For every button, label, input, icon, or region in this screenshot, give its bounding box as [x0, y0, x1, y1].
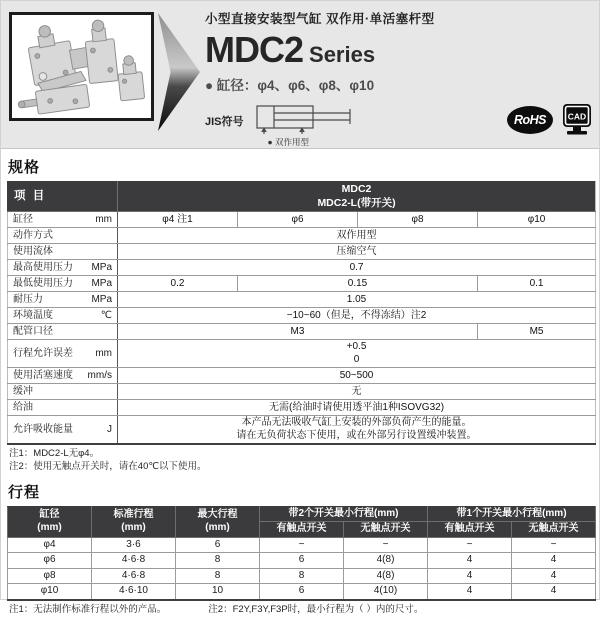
- stroke-value-cell: 4(8): [344, 568, 428, 584]
- spec-row: [8, 276, 596, 292]
- spec-header-item: 项 目: [8, 182, 118, 212]
- stroke-header-group-1switch: 带1个开关最小行程(mm): [428, 506, 596, 522]
- stroke-header-bore-l1: 缸径: [39, 509, 60, 521]
- spec-value-cell: φ4 注1: [118, 212, 238, 228]
- stroke-header-group-2switch: 带2个开关最小行程(mm): [260, 506, 428, 522]
- stroke-value-cell: 10: [176, 584, 260, 600]
- stroke-notes: [9, 604, 591, 617]
- stroke-row: [8, 537, 596, 553]
- spec-item-cell: [8, 228, 118, 244]
- spec-item-cell: [8, 212, 118, 228]
- spec-row: [8, 416, 596, 445]
- spec-row: [8, 292, 596, 308]
- spec-item-label: 缸径: [13, 213, 33, 225]
- spec-value-cell: −10~60（但是，不得冻结）注2: [118, 308, 596, 324]
- spec-row: [8, 384, 596, 400]
- stroke-value-cell: 4: [512, 584, 596, 600]
- stroke-subheader-solid-2: 无触点开关: [344, 522, 428, 538]
- stroke-row: [8, 553, 596, 569]
- stroke-value-cell: 4·6·8: [92, 568, 176, 584]
- cad-badge-label: CAD: [567, 111, 587, 122]
- spec-item-cell: [8, 324, 118, 340]
- stroke-value-cell: 6: [260, 584, 344, 600]
- spec-item-label: 给油: [13, 401, 33, 413]
- spec-item-label: 最高使用压力: [13, 261, 73, 273]
- spec-value-cell: M5: [478, 324, 596, 340]
- stroke-value-cell: 8: [260, 568, 344, 584]
- spec-table-body: [8, 212, 596, 445]
- spec-value-cell: 0.15: [238, 276, 478, 292]
- stroke-subheader-solid-1: 无触点开关: [512, 522, 596, 538]
- spec-item-unit: MPa: [91, 277, 112, 289]
- stroke-value-cell: 4: [428, 553, 512, 569]
- spec-value-cell: 双作用型: [118, 228, 596, 244]
- spec-header-row: [8, 182, 596, 212]
- stroke-heading: 行程: [8, 483, 41, 501]
- stroke-value-cell: 3·6: [92, 537, 176, 553]
- spec-value-cell: φ8: [358, 212, 478, 228]
- spec-value-cell: 无: [118, 384, 596, 400]
- spec-note-1: 注1：MDC2-L无φ4。: [9, 448, 100, 460]
- stroke-value-cell: 4(10): [344, 584, 428, 600]
- spec-value-cell: φ10: [478, 212, 596, 228]
- spec-item-cell: [8, 368, 118, 384]
- stroke-value-cell: 4(8): [344, 553, 428, 569]
- stroke-header-bore-l2: (mm): [37, 521, 62, 533]
- stroke-value-cell: −: [512, 537, 596, 553]
- spec-value-cell: 0.1: [478, 276, 596, 292]
- stroke-value-cell: 4·6·8: [92, 553, 176, 569]
- title-block: [205, 9, 515, 94]
- spec-row: [8, 212, 596, 228]
- spec-header-model-line2: MDC2-L(带开关): [317, 196, 396, 209]
- spec-value-cell: +0.5 0: [118, 340, 596, 368]
- stroke-row: [8, 584, 596, 600]
- compliance-badges: [507, 102, 593, 138]
- spec-item-unit: mm: [95, 213, 112, 225]
- spec-item-cell: [8, 276, 118, 292]
- stroke-subheader-reed-1: 有触点开关: [428, 522, 512, 538]
- spec-notes: [9, 448, 591, 474]
- spec-item-unit: mm/s: [87, 369, 112, 381]
- stroke-value-cell: φ10: [8, 584, 92, 600]
- stroke-row: [8, 568, 596, 584]
- stroke-value-cell: −: [260, 537, 344, 553]
- spec-item-cell: [8, 416, 118, 445]
- spec-item-cell: [8, 340, 118, 368]
- stroke-value-cell: 4: [512, 553, 596, 569]
- spec-item-label: 环境温度: [13, 309, 53, 321]
- stroke-value-cell: 6: [260, 553, 344, 569]
- rohs-badge: [507, 106, 553, 134]
- product-photo-frame: [9, 12, 154, 121]
- spec-item-cell: [8, 400, 118, 416]
- stroke-value-cell: 8: [176, 568, 260, 584]
- spec-item-unit: MPa: [91, 261, 112, 273]
- spec-value-cell: 0.7: [118, 260, 596, 276]
- product-subtitle: 小型直接安装型气缸 双作用·单活塞杆型: [205, 12, 435, 26]
- spec-item-unit: J: [107, 423, 112, 435]
- spec-value-cell: 本产品无法吸收气缸上安装的外部负荷产生的能量。 请在无负荷状态下使用，或在外部另行设置缓冲装置。: [118, 416, 596, 445]
- rohs-badge-label: RoHS: [513, 113, 547, 127]
- stroke-value-cell: φ4: [8, 537, 92, 553]
- stroke-header-max: [176, 506, 260, 537]
- spec-item-label: 最低使用压力: [13, 277, 73, 289]
- stroke-value-cell: 4: [428, 568, 512, 584]
- product-banner: [1, 1, 599, 149]
- banner-arrow-decoration: [158, 13, 200, 131]
- jis-symbol-caption: ● 双作用型: [267, 137, 310, 147]
- spec-row: [8, 400, 596, 416]
- spec-item-label: 耐压力: [13, 293, 43, 305]
- spec-row: [8, 308, 596, 324]
- jis-cylinder-symbol-drawing: [256, 105, 356, 135]
- spec-row: [8, 244, 596, 260]
- spec-item-cell: [8, 292, 118, 308]
- spec-item-label: 行程允许误差: [13, 347, 73, 359]
- stroke-header-max-l1: 最大行程: [197, 509, 238, 521]
- spec-row: [8, 260, 596, 276]
- stroke-table: [7, 506, 596, 601]
- spec-item-label: 缓冲: [13, 385, 33, 397]
- spec-value-cell: 1.05: [118, 292, 596, 308]
- spec-row: [8, 324, 596, 340]
- stroke-value-cell: −: [428, 537, 512, 553]
- stroke-value-cell: 4: [512, 568, 596, 584]
- series-name: MDC2: [205, 29, 304, 70]
- spec-value-cell: 0.2: [118, 276, 238, 292]
- stroke-header-standard: [92, 506, 176, 537]
- spec-heading: 规格: [8, 159, 41, 176]
- stroke-value-cell: 6: [176, 537, 260, 553]
- stroke-header-max-l2: (mm): [205, 521, 230, 533]
- spec-item-label: 允许吸收能量: [13, 423, 73, 435]
- spec-value-cell: 50~500: [118, 368, 596, 384]
- cylinders-photo-illustration: [12, 15, 151, 118]
- spec-table: [7, 181, 596, 445]
- spec-item-label: 使用流体: [13, 245, 53, 257]
- cad-badge: [561, 102, 593, 138]
- stroke-header-standard-l2: (mm): [121, 521, 146, 533]
- spec-value-cell: 压缩空气: [118, 244, 596, 260]
- spec-item-cell: [8, 244, 118, 260]
- spec-row: [8, 368, 596, 384]
- spec-item-cell: [8, 384, 118, 400]
- spec-item-unit: MPa: [91, 293, 112, 305]
- stroke-value-cell: φ8: [8, 568, 92, 584]
- stroke-note-2: 注2：F2Y,F3Y,F3P时，最小行程为（ ）内的尺寸。: [208, 603, 424, 615]
- spec-item-label: 动作方式: [13, 229, 53, 241]
- stroke-value-cell: 4: [428, 584, 512, 600]
- stroke-section: [1, 481, 599, 617]
- bore-sizes-line: ● 缸径：φ4、φ6、φ8、φ10: [205, 78, 375, 93]
- spec-item-unit: ℃: [100, 309, 112, 321]
- spec-note-2: 注2：使用无触点开关时，请在40℃以下使用。: [9, 461, 207, 473]
- spec-header-model-line1: MDC2: [341, 183, 372, 195]
- spec-item-label: 配管口径: [13, 325, 53, 337]
- specifications-section: [1, 156, 599, 474]
- spec-value-cell: 无需(给油时请使用透平油1种ISOVG32): [118, 400, 596, 416]
- spec-header-model: [118, 182, 596, 212]
- stroke-value-cell: φ6: [8, 553, 92, 569]
- stroke-table-body: [8, 537, 596, 600]
- stroke-header-bore: [8, 506, 92, 537]
- jis-cylinder-symbol: [256, 105, 356, 148]
- spec-row: [8, 228, 596, 244]
- spec-item-cell: [8, 308, 118, 324]
- stroke-header-row1: [8, 506, 596, 522]
- series-suffix: Series: [309, 42, 376, 67]
- stroke-subheader-reed-2: 有触点开关: [260, 522, 344, 538]
- stroke-value-cell: −: [344, 537, 428, 553]
- spec-value-cell: M3: [118, 324, 478, 340]
- spec-value-cell: φ6: [238, 212, 358, 228]
- series-title: [205, 29, 515, 71]
- stroke-header-standard-l1: 标准行程: [113, 509, 154, 521]
- spec-item-cell: [8, 260, 118, 276]
- stroke-value-cell: 8: [176, 553, 260, 569]
- spec-row: [8, 340, 596, 368]
- spec-item-unit: mm: [95, 347, 112, 359]
- jis-symbol-label: JIS符号: [205, 116, 244, 128]
- stroke-value-cell: 4·6·10: [92, 584, 176, 600]
- stroke-note-1: 注1：无法制作标准行程以外的产品。: [9, 603, 167, 615]
- spec-item-label: 使用活塞速度: [13, 369, 73, 381]
- jis-symbol-block: [205, 105, 356, 148]
